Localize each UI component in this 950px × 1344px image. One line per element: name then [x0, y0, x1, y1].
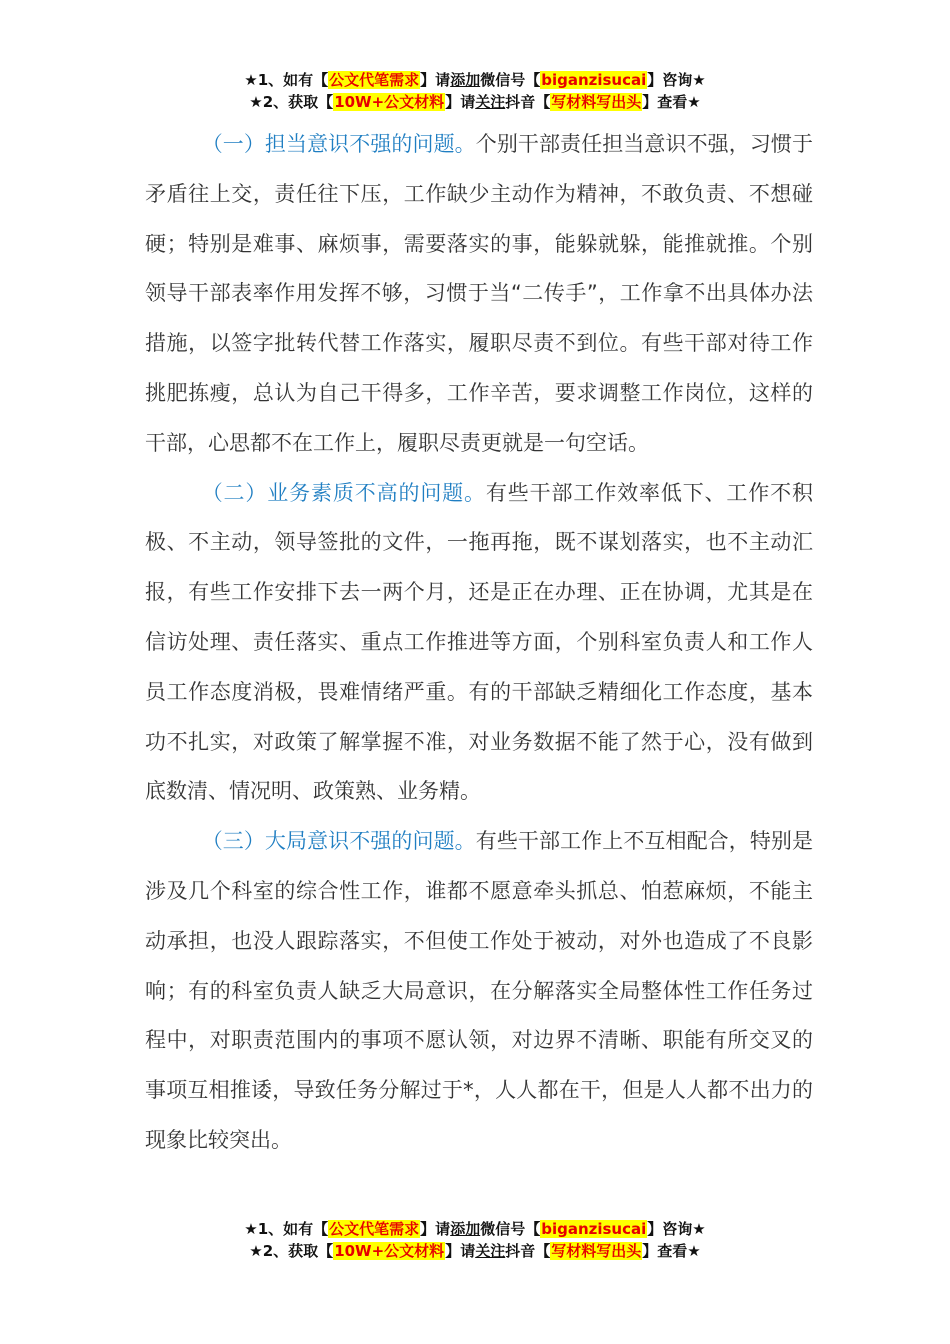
promo-line-1: [0, 69, 950, 91]
promo-highlight-service: 公文代笔需求: [329, 1220, 420, 1238]
promo-highlight-douyin-account: 写材料写出头: [551, 93, 642, 111]
promo-highlight-service: 公文代笔需求: [329, 71, 420, 89]
promo-footer-bottom: [0, 1218, 950, 1262]
promo-highlight-wechat-id: biganzisucai: [541, 1220, 647, 1238]
promo-text: 】请: [420, 1220, 451, 1238]
promo-highlight-materials: 10W+公文材料: [334, 1242, 445, 1260]
promo-text: 微信号【: [480, 1220, 541, 1238]
promo-line-2: [0, 91, 950, 113]
promo-underlined-verb: 关注: [475, 93, 506, 111]
promo-highlight-douyin-account: 写材料写出头: [551, 1242, 642, 1260]
promo-underlined-verb: 关注: [475, 1242, 506, 1260]
promo-text: 抖音【: [505, 1242, 551, 1260]
promo-suffix: 】咨询★: [647, 71, 706, 89]
paragraph-3: [145, 817, 813, 1166]
promo-prefix: ★2、获取【: [249, 93, 334, 111]
promo-line-1: [0, 1218, 950, 1240]
paragraph-text: 有些干部工作上不互相配合，特别是涉及几个科室的综合性工作，谁都不愿意牵头抓总、怕惹麻烦，不能主动承担，也没人跟踪落实，不但使工作处于被动，对外也造成了不良影响；有的科室负责人缺乏大局意识，在分解落实全局整体性工作任务过程中，对职责范围内的事项不愿认领，对边界不清晰、职能有所交叉的事项互相推诿，导致任务分解过于*，人人都在干，但是人人都不出力的现象比较突出。: [145, 829, 814, 1152]
paragraph-heading: （一）担当意识不强的问题。: [201, 132, 476, 156]
promo-header-top: [0, 69, 950, 113]
paragraph-heading: （二）业务素质不高的问题。: [201, 480, 486, 505]
promo-text: 】请: [420, 71, 451, 89]
document-body: [145, 120, 813, 1166]
promo-text: 】请: [445, 93, 476, 111]
promo-prefix: ★1、如有【: [244, 1220, 329, 1238]
paragraph-text: 个别干部责任担当意识不强，习惯于矛盾往上交，责任往下压，工作缺少主动作为精神，不敢负责、不想碰硬；特别是难事、麻烦事，需要落实的事，能躲就躲，能推就推。个别领导干部表率作用发挥不够，习惯于当“二传手”，工作拿不出具体办法措施，以签字批转代替工作落实，履职尽责不到位。有些干部对待工作挑肥拣瘦，总认为自己干得多，工作辛苦，要求调整工作岗位，这样的干部，心思都不在工作上，履职尽责更就是一句空话。: [145, 132, 814, 455]
promo-highlight-materials: 10W+公文材料: [334, 93, 445, 111]
promo-prefix: ★1、如有【: [244, 71, 329, 89]
paragraph-heading: （三）大局意识不强的问题。: [201, 829, 476, 854]
paragraph-1: [145, 120, 813, 469]
promo-text: 抖音【: [505, 93, 551, 111]
promo-highlight-wechat-id: biganzisucai: [541, 71, 647, 89]
promo-underlined-verb: 添加: [450, 1220, 481, 1238]
paragraph-text: 有些干部工作效率低下、工作不积极、不主动，领导签批的文件，一拖再拖，既不谋划落实，也不主动汇报，有些工作安排下去一两个月，还是正在办理、正在协调，尤其是在信访处理、责任落实、重点工作推进等方面，个别科室负责人和工作人员工作态度消极，畏难情绪严重。有的干部缺乏精细化工作态度，基本功不扎实，对政策了解掌握不准，对业务数据不能了然于心，没有做到底数清、情况明、政策熟、业务精。: [145, 480, 814, 804]
promo-line-2: [0, 1240, 950, 1262]
promo-underlined-verb: 添加: [450, 71, 481, 89]
promo-suffix: 】咨询★: [647, 1220, 706, 1238]
promo-text: 】请: [445, 1242, 476, 1260]
promo-suffix: 】查看★: [642, 1242, 701, 1260]
promo-prefix: ★2、获取【: [249, 1242, 334, 1260]
promo-suffix: 】查看★: [642, 93, 701, 111]
promo-text: 微信号【: [480, 71, 541, 89]
paragraph-2: [145, 469, 813, 818]
